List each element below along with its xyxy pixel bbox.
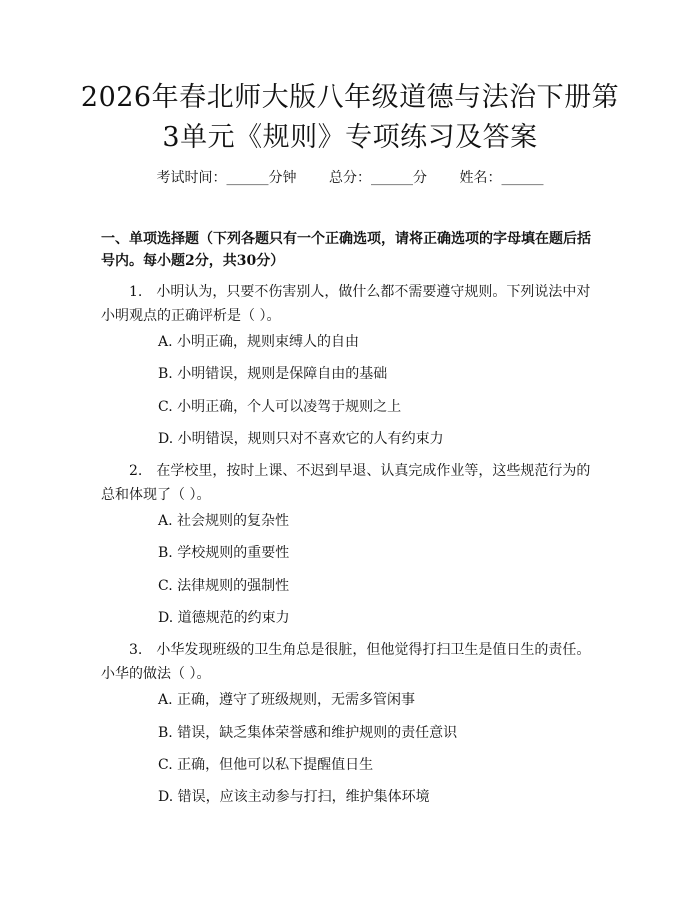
document-title: 2026年春北师大版八年级道德与法治下册第3单元《规则》专项练习及答案 [80,82,620,153]
question-3-option-b: B. 错误，缺乏集体荣誉感和维护规则的责任意识 [158,725,458,741]
question-1-option-b: B. 小明错误，规则是保障自由的基础 [158,366,388,382]
question-2-option-b: B. 学校规则的重要性 [158,545,290,561]
question-3-option-d: D. 错误，应该主动参与打扫，维护集体环境 [158,789,430,805]
question-3-stem: 3. 小华发现班级的卫生角总是很脏，但他觉得打扫卫生是值日生的责任。小华的做法（ ）。 [101,642,591,682]
question-3-option-c: C. 正确，但他可以私下提醒值日生 [158,757,374,773]
section-heading: 一、单项选择题（下列各题只有一个正确选项，请将正确选项的字母填在题后括号内。每小题2分，共30分） [101,231,591,269]
question-1-stem: 1. 小明认为，只要不伤害别人，做什么都不需要遵守规则。下列说法中对小明观点的正确评析是（ ）。 [101,284,591,324]
question-1-option-c: C. 小明正确，个人可以凌驾于规则之上 [158,399,402,415]
question-2-stem: 2. 在学校里，按时上课、不迟到早退、认真完成作业等，这些规范行为的总和体现了（ ）。 [101,463,591,503]
question-1-option-d: D. 小明错误，规则只对不喜欢它的人有约束力 [158,431,444,447]
exam-info [0,168,700,188]
question-1-option-a: A. 小明正确，规则束缚人的自由 [158,334,360,350]
question-2-option-c: C. 法律规则的强制性 [158,578,290,594]
exam-score: 总分：______分 [329,170,427,186]
student-name: 姓名：______ [459,170,544,186]
question-3-option-a: A. 正确，遵守了班级规则，无需多管闲事 [158,692,416,708]
question-2-option-d: D. 道德规范的约束力 [158,610,290,626]
question-2-option-a: A. 社会规则的复杂性 [158,513,290,529]
exam-time: 考试时间：______分钟 [156,170,297,186]
